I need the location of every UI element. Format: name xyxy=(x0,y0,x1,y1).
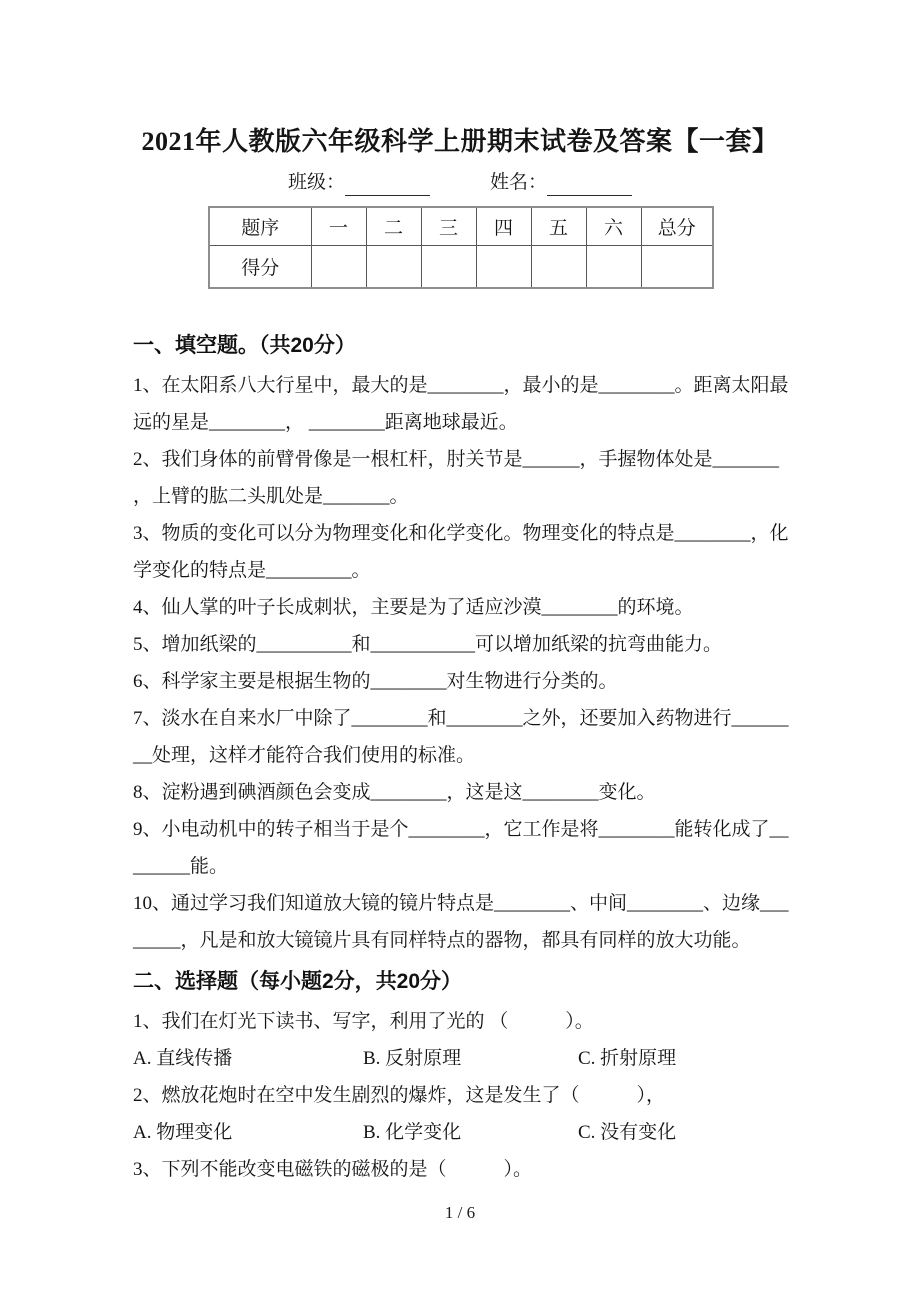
score-cell xyxy=(366,246,421,289)
fill-blank-line: 5、增加纸梁的__________和___________可以增加纸梁的抗弯曲能力。 xyxy=(133,634,723,655)
score-table-header-cell: 四 xyxy=(476,207,531,246)
name-label: 姓名： xyxy=(490,172,548,193)
score-table-header-cell: 五 xyxy=(531,207,586,246)
fill-blank-line: 10、通过学习我们知道放大镜的镜片特点是________、中间________、边缘___ xyxy=(133,893,789,914)
score-cell xyxy=(586,246,641,289)
score-table-value-row xyxy=(209,246,713,289)
score-table xyxy=(208,206,714,289)
options-row xyxy=(133,1114,800,1151)
fill-blank-line: 学变化的特点是_________。 xyxy=(133,560,371,581)
section-2-heading: 二、选择题（每小题2分，共20分） xyxy=(133,970,463,993)
score-table-header-cell: 六 xyxy=(586,207,641,246)
score-table-header-cell: 一 xyxy=(311,207,366,246)
fill-blank-line: 远的星是________， ________距离地球最近。 xyxy=(133,412,518,433)
score-cell xyxy=(421,246,476,289)
fill-blank-line: 6、科学家主要是根据生物的________对生物进行分类的。 xyxy=(133,671,618,692)
question-text: 3、下列不能改变电磁铁的磁极的是（ ）。 xyxy=(133,1159,533,1180)
score-table-header-cell: 总分 xyxy=(641,207,713,246)
question-text: 2、燃放花炮时在空中发生剧烈的爆炸，这是发生了（ ）， xyxy=(133,1085,666,1106)
score-table-header-cell: 题序 xyxy=(209,207,311,246)
section-1-heading: 一、填空题。（共20分） xyxy=(133,334,356,357)
score-cell xyxy=(641,246,713,289)
class-label: 班级： xyxy=(287,172,345,193)
fill-blank-line: ______能。 xyxy=(133,856,229,877)
fill-blank-line: 3、物质的变化可以分为物理变化和化学变化。物理变化的特点是________，化 xyxy=(133,523,789,544)
score-table-header-cell: 三 xyxy=(421,207,476,246)
fill-blank-line: ，上臂的肱二头肌处是_______。 xyxy=(133,486,409,507)
score-cell xyxy=(476,246,531,289)
fill-blank-line: 8、淀粉遇到碘酒颜色会变成________，这是这________变化。 xyxy=(133,782,656,803)
fill-blank-line: 7、淡水在自来水厂中除了________和________之外，还要加入药物进行______ xyxy=(133,708,789,729)
fill-blank-line: 2、我们身体的前臂骨像是一根杠杆，肘关节是______，手握物体处是_______ xyxy=(133,449,780,470)
score-row-label: 得分 xyxy=(209,246,311,289)
question-text: 1、我们在灯光下读书、写字，利用了光的 （ ）。 xyxy=(133,1011,594,1032)
fill-blank-line: 4、仙人掌的叶子长成刺状，主要是为了适应沙漠________的环境。 xyxy=(133,597,694,618)
class-blank-field xyxy=(345,173,430,196)
fill-blank-line: _____，凡是和放大镜镜片具有同样特点的器物，都具有同样的放大功能。 xyxy=(133,930,751,951)
option-item: C. 折射原理 xyxy=(578,1048,677,1069)
option-item: C. 没有变化 xyxy=(578,1122,677,1143)
page-number: 1 / 6 xyxy=(444,1203,476,1222)
options-row xyxy=(133,1040,800,1077)
name-blank-field xyxy=(547,173,632,196)
score-cell xyxy=(311,246,366,289)
fill-blank-line: 1、在太阳系八大行星中，最大的是________，最小的是________。距离太阳最 xyxy=(133,375,789,396)
student-info-row xyxy=(0,170,920,196)
score-cell xyxy=(531,246,586,289)
score-table-header-cell: 二 xyxy=(366,207,421,246)
fill-blank-line: __处理，这样才能符合我们使用的标准。 xyxy=(133,745,476,766)
fill-blank-line: 9、小电动机中的转子相当于是个________，它工作是将________能转化成了__ xyxy=(133,819,789,840)
option-item: B. 反射原理 xyxy=(363,1048,462,1069)
option-item: A. 物理变化 xyxy=(133,1122,233,1143)
option-item: A. 直线传播 xyxy=(133,1048,233,1069)
score-table-header-row xyxy=(209,207,713,246)
exam-body xyxy=(0,331,920,1188)
option-item: B. 化学变化 xyxy=(363,1122,462,1143)
page-title: 2021年人教版六年级科学上册期末试卷及答案【一套】 xyxy=(141,127,779,156)
